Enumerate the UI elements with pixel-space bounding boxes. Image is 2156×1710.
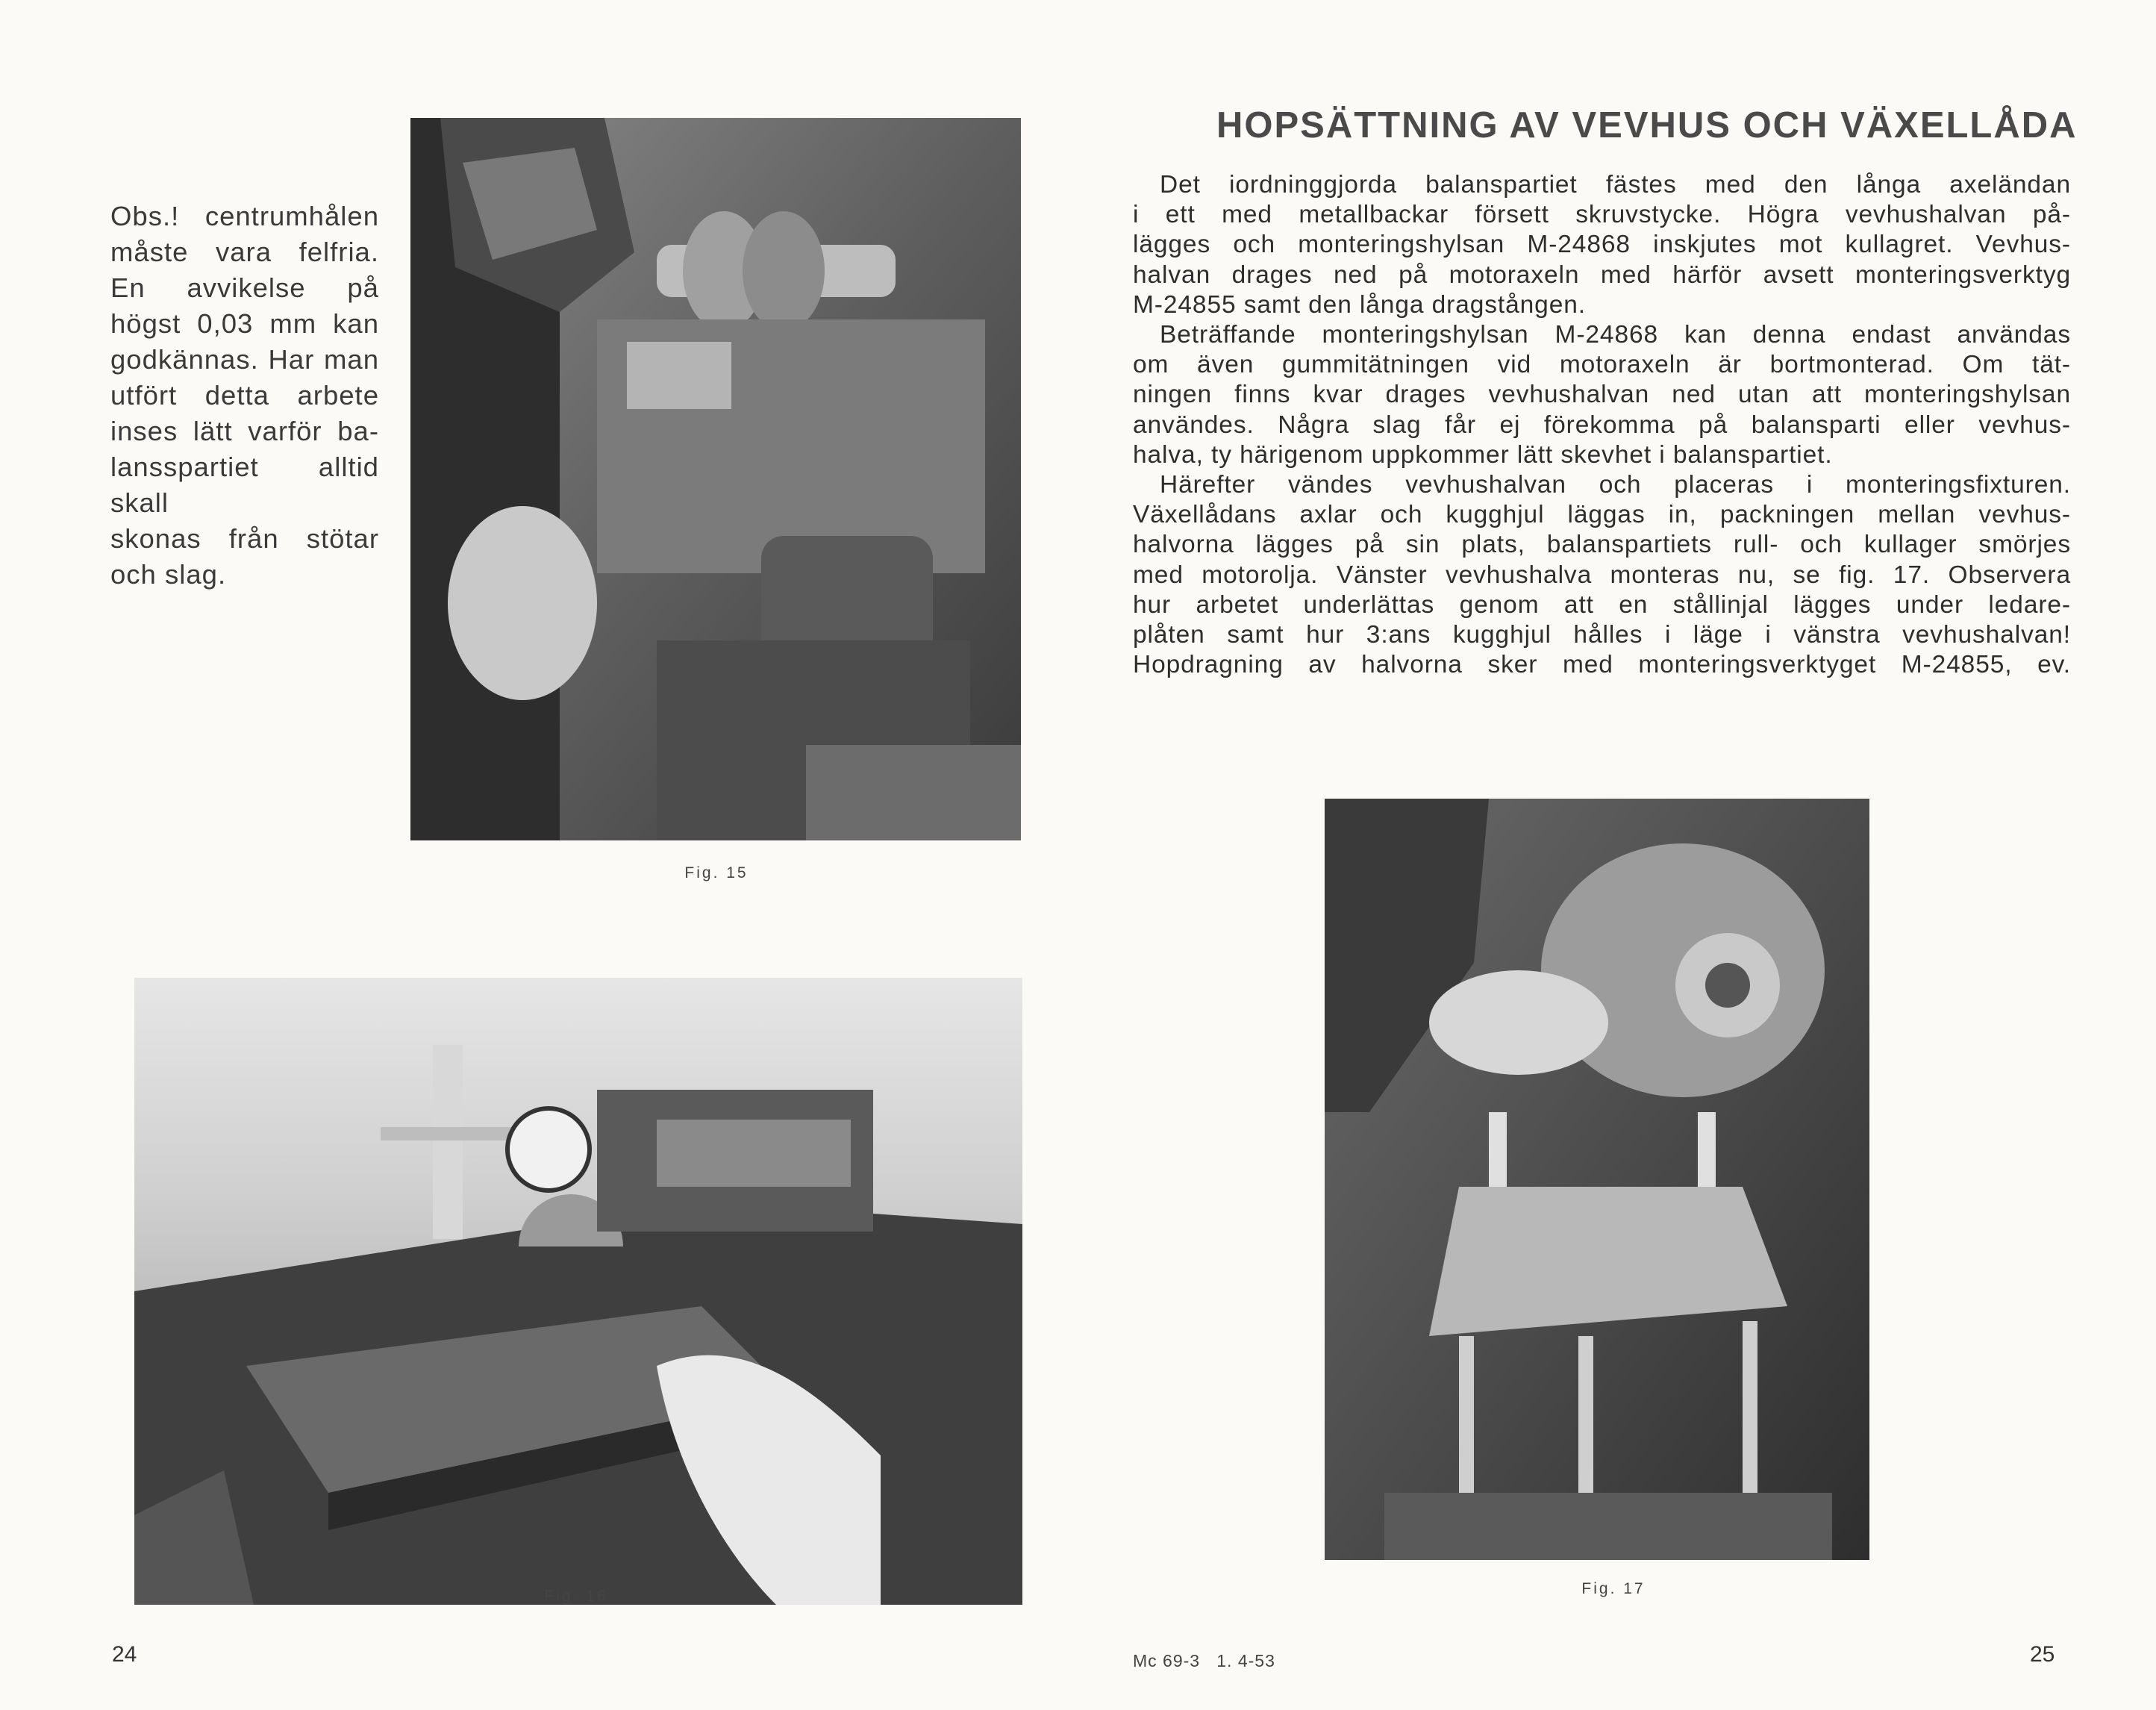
body-line: om även gummitätningen vid motoraxeln är bortmonterad. Om tät-: [1133, 351, 2071, 379]
note-line: lansspartiet alltid skall: [110, 452, 379, 518]
note-line: skonas från stötar: [110, 523, 379, 554]
side-note: [110, 199, 379, 593]
page-number-left: 24: [112, 1642, 137, 1667]
body-line: halvorna lägges på sin plats, balanspartiets rull- och kullager smörjes: [1133, 531, 2071, 559]
body-line: lägges och monteringshylsan M-24868 inskjutes mot kullagret. Vevhus-: [1133, 231, 2071, 259]
body-line: Beträffande monteringshylsan M-24868 kan denna endast användas: [1160, 321, 2071, 349]
body-line: Det iordninggjorda balanspartiet fästes med den långa axeländan: [1160, 171, 2071, 199]
body-line: ningen finns kvar drages vevhushalvan ned utan att monteringshylsan: [1133, 381, 2071, 409]
body-line: halva, ty härigenom uppkommer lätt skevhet i balanspartiet.: [1133, 440, 1833, 469]
footer-code: Mc 69-3 1. 4-53: [1133, 1651, 1275, 1670]
note-line: och slag.: [110, 559, 227, 590]
fig15-photo: [410, 118, 1021, 840]
fig17-caption: Fig. 17: [1581, 1580, 1646, 1597]
body-line: plåten samt hur 3:ans kugghjul hålles i läge i vänstra vevhushalvan!: [1133, 621, 2071, 649]
fig16-photo: [134, 978, 1022, 1605]
body-line: M-24855 samt den långa dragstången.: [1133, 290, 1586, 319]
note-line: Obs.! centrumhålen: [110, 201, 379, 231]
page-heading: HOPSÄTTNING AV VEVHUS OCH VÄXELLÅDA: [1216, 105, 2078, 146]
fig15-caption: Fig. 15: [684, 864, 749, 881]
fig17-photo: [1325, 799, 1869, 1560]
body-line: Härefter vändes vevhushalvan och placeras i monteringsfixturen.: [1160, 471, 2071, 499]
page-number-right: 25: [2030, 1642, 2055, 1667]
body-line: halvan drages ned på motoraxeln med härför avsett monteringsverktyg: [1133, 260, 2071, 289]
body-text: [1133, 170, 2071, 680]
note-line: En avvikelse på: [110, 272, 379, 303]
fig16-caption: Fig. 16: [544, 1588, 608, 1605]
note-line: godkännas. Har man: [110, 344, 379, 375]
body-line: användes. Några slag får ej förekomma på balansparti eller vevhus-: [1133, 411, 2071, 439]
body-line: Hopdragning av halvorna sker med monteringsverktyget M-24855, ev.: [1133, 651, 2071, 679]
note-line: måste vara felfria.: [110, 237, 379, 267]
note-line: högst 0,03 mm kan: [110, 308, 379, 339]
note-line: utfört detta arbete: [110, 380, 379, 411]
body-line: Växellådans axlar och kugghjul läggas in, packningen mellan vevhus-: [1133, 501, 2071, 529]
body-line: i ett med metallbackar försett skruvstycke. Högra vevhushalvan på-: [1133, 201, 2071, 229]
body-line: hur arbetet underlättas genom att en stållinjal lägges under ledare-: [1133, 590, 2071, 619]
note-line: inses lätt varför ba-: [110, 416, 379, 446]
body-line: med motorolja. Vänster vevhushalva monteras nu, se fig. 17. Observera: [1133, 561, 2071, 589]
